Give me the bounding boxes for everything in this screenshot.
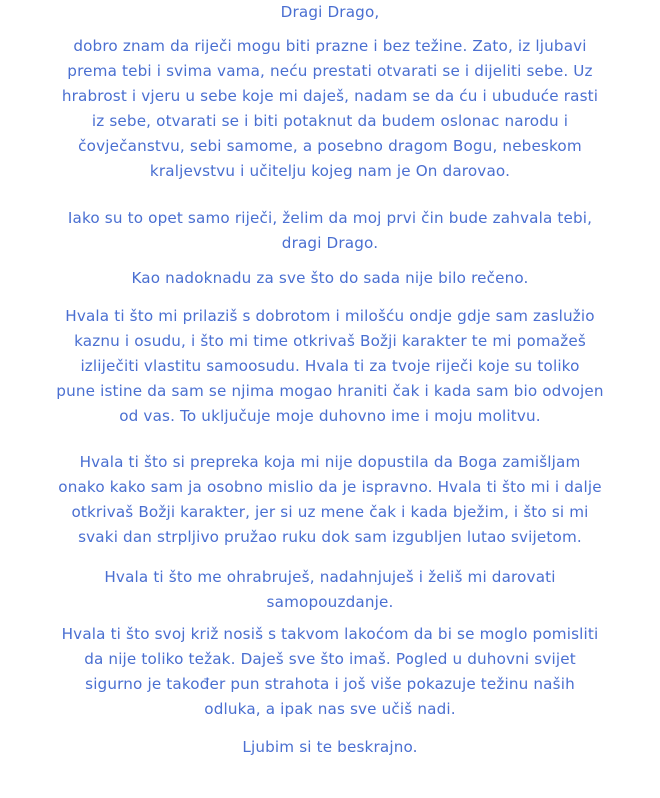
paragraph-6 [0,565,660,615]
paragraph-line: Hvala ti što svoj križ nosiš s takvom lakoćom da bi se moglo pomisliti [61,625,599,643]
paragraph-line: pune istine da sam se njima mogao hraniti čak i kada sam bio odvojen [56,382,604,400]
paragraph-line: od vas. To uključuje moje duhovno ime i moju molitvu. [119,407,541,425]
closing [0,735,660,760]
paragraph-7 [0,622,660,722]
paragraph-line: da nije toliko težak. Daješ sve što imaš. Pogled u duhovni svijet [84,650,576,668]
paragraph-line: Iako su to opet samo riječi, želim da moj prvi čin bude zahvala tebi, [67,209,593,227]
paragraph-line: otkrivaš Božji karakter, jer si uz mene čak i kada bježim, i što si mi [71,503,589,521]
paragraph-line: dobro znam da riječi mogu biti prazne i bez težine. Zato, iz ljubavi [73,37,587,55]
paragraph-line: kaznu i osudu, i što mi time otkrivaš Božji karakter te mi pomažeš [74,332,586,350]
paragraph-line: Kao nadoknadu za sve što do sada nije bilo rečeno. [131,269,529,287]
paragraph-line: samopouzdanje. [266,593,394,611]
paragraph-3 [0,266,660,291]
paragraph-line: dragi Drago. [281,234,379,252]
paragraph-line: onako kako sam ja osobno mislio da je ispravno. Hvala ti što mi i dalje [58,478,602,496]
paragraph-line: Hvala ti što me ohrabruješ, nadahnjuješ i želiš mi darovati [104,568,556,586]
paragraph-line: sigurno je također pun strahota i još više pokazuje težinu naših [85,675,575,693]
paragraph-1 [0,34,660,184]
paragraph-line: iz sebe, otvarati se i biti potaknut da budem oslonac narodu i [91,112,569,130]
closing-line: Ljubim si te beskrajno. [242,738,418,756]
paragraph-line: hrabrost i vjeru u sebe koje mi daješ, nadam se da ću i ubuduće rasti [61,87,599,105]
paragraph-line: Hvala ti što mi prilaziš s dobrotom i milošću ondje gdje sam zaslužio [65,307,595,325]
paragraph-5 [0,450,660,550]
paragraph-line: izliječiti vlastitu samoosudu. Hvala ti za tvoje riječi koje su toliko [80,357,580,375]
paragraph-line: prema tebi i svima vama, neću prestati otvarati se i dijeliti sebe. Uz [67,62,593,80]
paragraph-line: čovječanstvu, sebi samome, a posebno dragom Bogu, nebeskom [78,137,582,155]
paragraph-line: kraljevstvu i učitelju kojeg nam je On darovao. [149,162,511,180]
greeting-line: Dragi Drago, [280,3,380,21]
paragraph-line: Hvala ti što si prepreka koja mi nije dopustila da Boga zamišljam [79,453,581,471]
paragraph-line: odluka, a ipak nas sve učiš nadi. [204,700,456,718]
greeting [0,0,660,25]
paragraph-2 [0,206,660,256]
paragraph-line: svaki dan strpljivo pružao ruku dok sam izgubljen lutao svijetom. [78,528,582,546]
paragraph-4 [0,304,660,429]
